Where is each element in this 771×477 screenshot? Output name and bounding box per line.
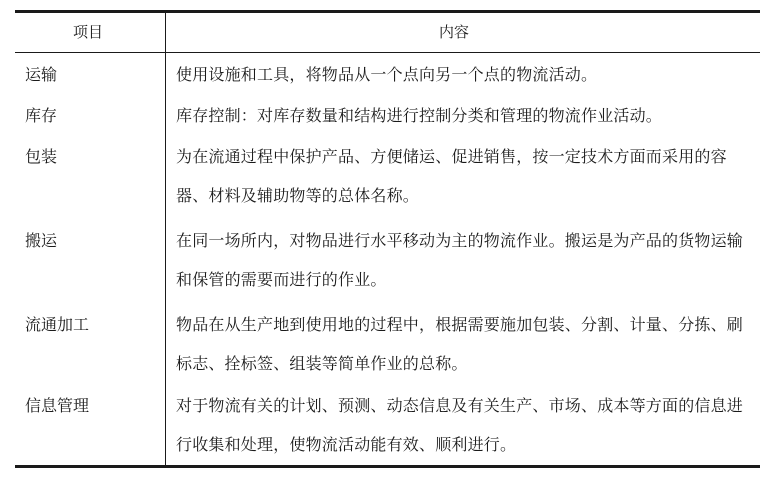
row-content-distribution-processing: 物品在从生产地到使用地的过程中，根据需要施加包装、分割、计量、分拣、刷标志、拴标签、组装等简单作业的总称。 bbox=[176, 315, 744, 373]
row-label-transport: 运输 bbox=[25, 65, 58, 84]
header-item: 项目 bbox=[73, 23, 104, 41]
row-content-inventory: 库存控制：对库存数量和结构进行控制分类和管理的物流作业活动。 bbox=[176, 106, 663, 125]
row-label-handling: 搬运 bbox=[25, 231, 58, 250]
header-rule bbox=[15, 52, 760, 53]
row-label-distribution-processing: 流通加工 bbox=[25, 315, 90, 334]
row-content-information-management: 对于物流有关的计划、预测、动态信息及有关生产、市场、成本等方面的信息进行收集和处理，使物流活动能有效、顺利进行。 bbox=[176, 396, 744, 454]
table-bottom-rule bbox=[15, 465, 760, 468]
row-content-handling: 在同一场所内，对物品进行水平移动为主的物流作业。搬运是为产品的货物运输和保管的需要而进行的作业。 bbox=[176, 231, 744, 289]
row-label-information-management: 信息管理 bbox=[25, 396, 90, 415]
column-divider bbox=[165, 10, 166, 468]
row-label-packaging: 包装 bbox=[25, 147, 58, 166]
table-top-rule bbox=[15, 10, 760, 13]
row-label-inventory: 库存 bbox=[25, 106, 58, 125]
header-content: 内容 bbox=[439, 23, 470, 41]
logistics-functions-table bbox=[15, 10, 760, 468]
row-content-transport: 使用设施和工具，将物品从一个点向另一个点的物流活动。 bbox=[176, 65, 598, 84]
row-content-packaging: 为在流通过程中保护产品、方便储运、促进销售，按一定技术方面而采用的容器、材料及辅助物等的总体名称。 bbox=[176, 147, 727, 205]
